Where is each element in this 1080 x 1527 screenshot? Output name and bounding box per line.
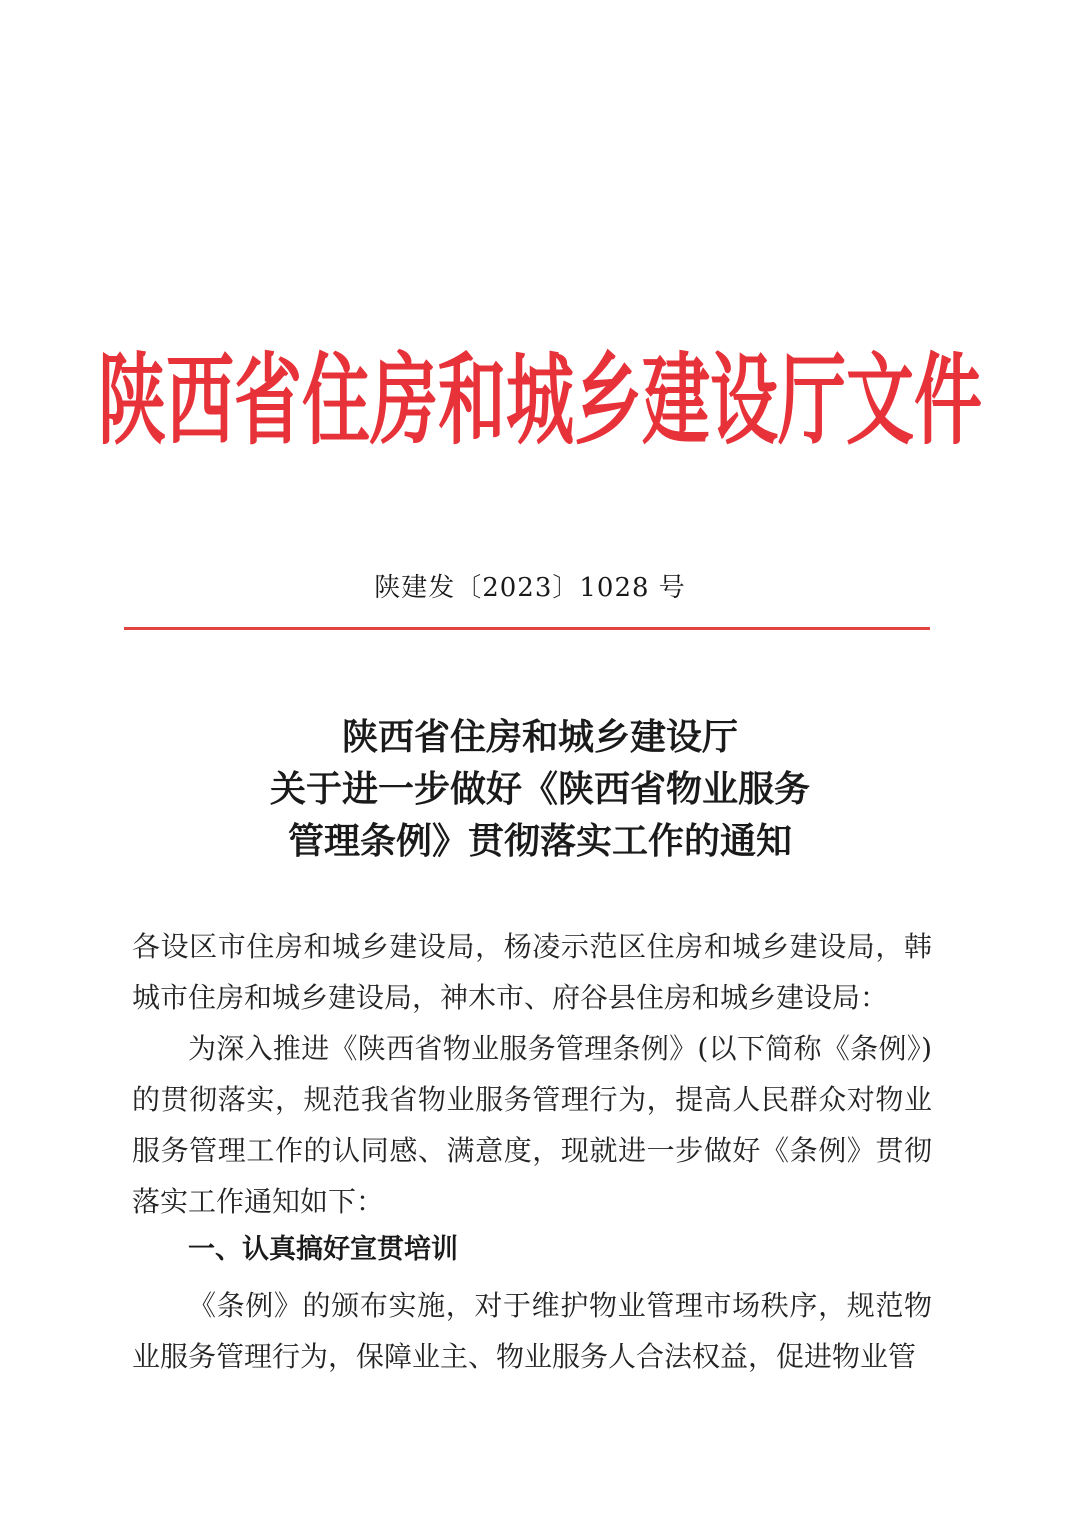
notice-title-line-1: 陕西省住房和城乡建设厅 [341, 717, 738, 758]
addressee-paragraph: 各设区市住房和城乡建设局，杨凌示范区住房和城乡建设局，韩城市住房和城乡建设局，神木市、府谷县住房和城乡建设局： [132, 930, 932, 1014]
notice-title [0, 712, 1080, 868]
document-header-title: 陕西省住房和城乡建设厅文件 [97, 343, 982, 460]
section-1-paragraph: 《条例》的颁布实施，对于维护物业管理市场秩序，规范物业服务管理行为，保障业主、物业服务人合法权益，促进物业管 [132, 1289, 932, 1373]
red-divider-line [124, 627, 930, 630]
notice-title-line-2: 关于进一步做好《陕西省物业服务 [269, 769, 810, 810]
document-number: 陕建发〔2023〕1028 号 [374, 573, 686, 603]
intro-paragraph: 为深入推进《陕西省物业服务管理条例》(以下简称《条例》)的贯彻落实，规范我省物业服务管理行为，提高人民群众对物业服务管理工作的认同感、满意度，现就进一步做好《条例》贯彻落实工作通知如下： [132, 1032, 932, 1218]
notice-title-line-3: 管理条例》贯彻落实工作的通知 [287, 821, 792, 862]
section-heading-1: 一、认真搞好宣贯培训 [188, 1234, 458, 1265]
